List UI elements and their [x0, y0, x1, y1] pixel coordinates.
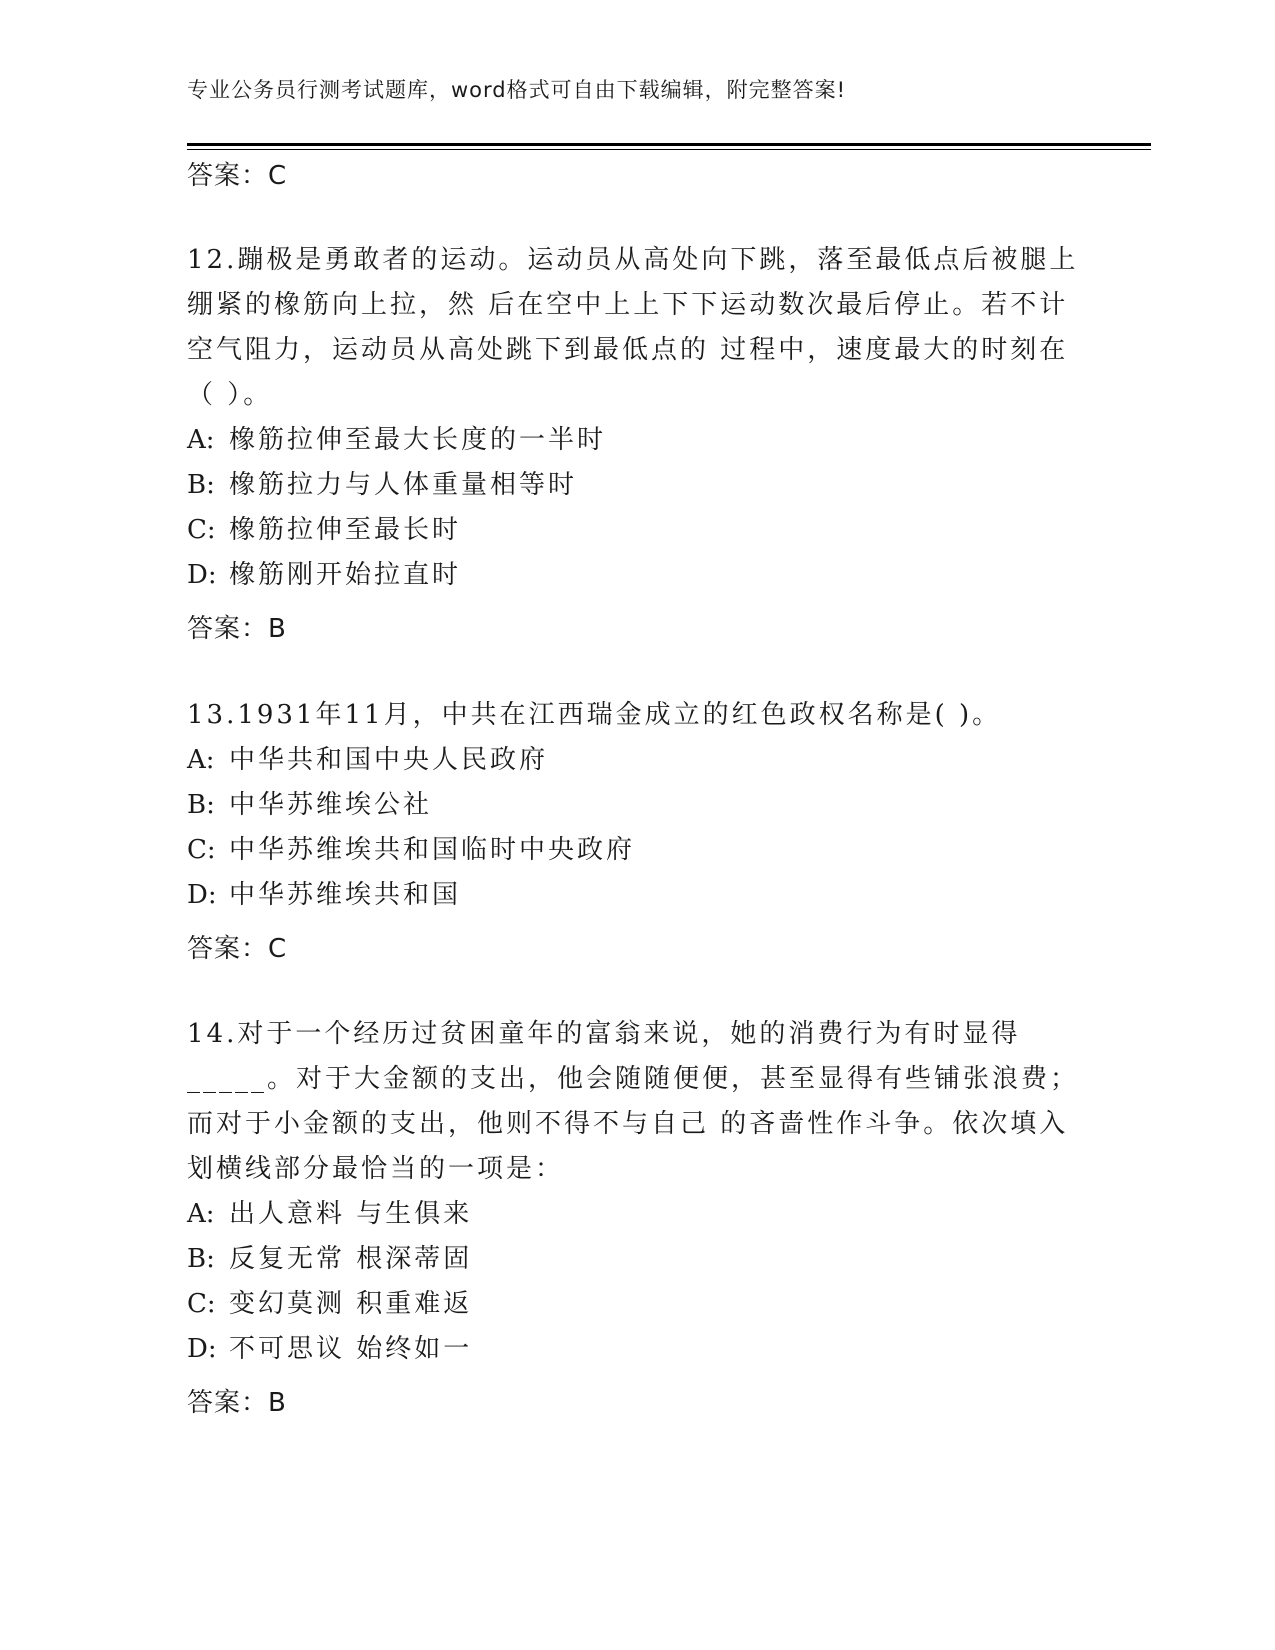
page-header: 专业公务员行测考试题库，word格式可自由下载编辑，附完整答案!	[187, 78, 847, 102]
question-14-option-b	[187, 1237, 472, 1282]
stem-line: 13.1931年11月，中共在江西瑞金成立的红色政权名称是( )。	[187, 700, 1002, 730]
option-letter: A:	[187, 745, 215, 775]
question-12-stem	[187, 238, 1087, 418]
option-letter: C:	[187, 515, 216, 545]
stem-line: _____。对于大金额的支出，他会随随便便，甚至显得有些铺张浪费；	[187, 1064, 1080, 1094]
question-12-option-a	[187, 418, 606, 463]
stem-line: 14.对于一个经历过贫困童年的富翁来说，她的消费行为有时显得	[187, 1019, 1021, 1049]
question-14-stem	[187, 1012, 1087, 1192]
stem-line: 12.蹦极是勇敢者的运动。运动员从高处向下跳，落至最低点后被腿上	[187, 245, 1079, 275]
option-letter: C:	[187, 1289, 216, 1319]
stem-line: 划横线部分最恰当的一项是：	[187, 1154, 565, 1184]
option-text: 出人意料 与生俱来	[229, 1199, 473, 1229]
option-letter: B:	[187, 790, 215, 820]
question-14-option-d	[187, 1327, 472, 1372]
option-text: 中华苏维埃公社	[229, 790, 433, 820]
question-12-answer: 答案：B	[187, 614, 287, 644]
option-text: 中华苏维埃共和国临时中央政府	[229, 835, 636, 865]
option-text: 中华苏维埃共和国	[229, 880, 462, 910]
header-rule-thick	[187, 143, 1151, 146]
question-13-option-b	[187, 783, 432, 828]
question-12-option-b	[187, 463, 577, 508]
previous-answer: 答案：C	[187, 161, 288, 191]
question-14-option-a	[187, 1192, 472, 1237]
stem-line: 空气阻力，运动员从高处跳下到最低点的 过程中，速度最大的时刻在	[187, 335, 1069, 365]
stem-line: （ ）。	[187, 380, 273, 410]
option-letter: D:	[187, 880, 217, 910]
option-text: 橡筋刚开始拉直时	[229, 560, 462, 590]
question-14-answer: 答案：B	[187, 1388, 287, 1418]
option-letter: A:	[187, 1199, 215, 1229]
option-letter: B:	[187, 1244, 215, 1274]
question-12-option-d	[187, 553, 461, 598]
option-text: 橡筋拉力与人体重量相等时	[229, 470, 578, 500]
option-text: 不可思议 始终如一	[229, 1334, 473, 1364]
stem-line: 而对于小金额的支出，他则不得不与自己 的吝啬性作斗争。依次填入	[187, 1109, 1069, 1139]
option-letter: D:	[187, 560, 217, 590]
option-text: 中华共和国中央人民政府	[229, 745, 549, 775]
question-14-option-c	[187, 1282, 472, 1327]
option-text: 反复无常 根深蒂固	[229, 1244, 473, 1274]
option-letter: A:	[187, 425, 215, 455]
stem-line: 绷紧的橡筋向上拉，然 后在空中上上下下运动数次最后停止。若不计	[187, 290, 1069, 320]
option-letter: C:	[187, 835, 216, 865]
option-text: 橡筋拉伸至最大长度的一半时	[229, 425, 607, 455]
option-text: 变幻莫测 积重难返	[229, 1289, 473, 1319]
question-13-stem	[187, 693, 1087, 738]
question-13-answer: 答案：C	[187, 934, 288, 964]
question-12-option-c	[187, 508, 461, 553]
question-13-option-a	[187, 738, 548, 783]
option-letter: D:	[187, 1334, 217, 1364]
header-rule-thin	[187, 149, 1151, 150]
question-13-option-d	[187, 873, 461, 918]
option-letter: B:	[187, 470, 215, 500]
question-13-option-c	[187, 828, 635, 873]
option-text: 橡筋拉伸至最长时	[229, 515, 462, 545]
